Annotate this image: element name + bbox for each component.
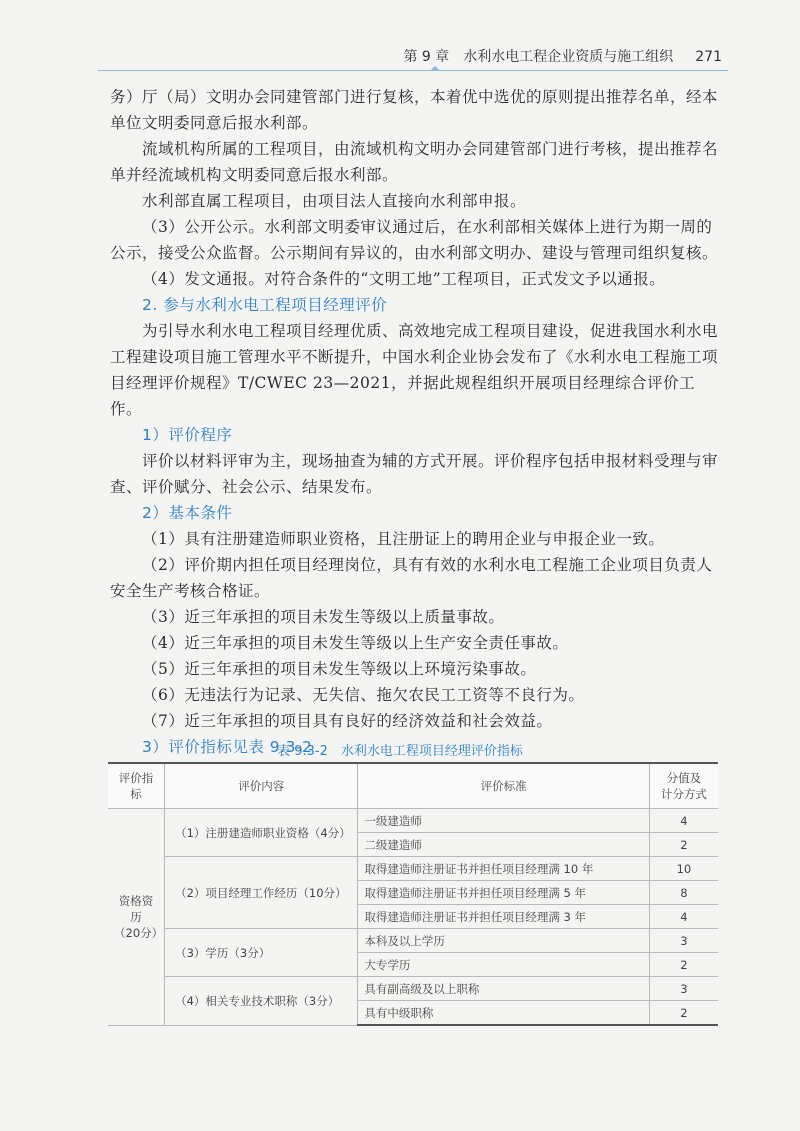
evaluation-table	[108, 762, 718, 1026]
score-cell: 2	[649, 953, 718, 977]
chapter-title: 第 9 章 水利水电工程企业资质与施工组织	[403, 49, 674, 65]
header-standard: 评价标准	[358, 763, 649, 809]
header-rule	[98, 70, 728, 71]
subsection-heading: 2）基本条件	[142, 504, 233, 522]
content-cell: （1）注册建造师职业资格（4分）	[165, 809, 358, 857]
section-heading: 2. 参与水利水电工程项目经理评价	[142, 296, 388, 314]
table-row	[108, 929, 718, 953]
score-cell: 8	[649, 881, 718, 905]
paragraph: 水利部直属工程项目，由项目法人直接向水利部申报。	[142, 192, 527, 210]
paragraph: （3）公开公示。水利部文明委审议通过后，在水利部相关媒体上进行为期一周的公示，接受公众监督。公示期间有异议的，由水利部文明办、建设与管理司组织复核。	[110, 218, 719, 262]
header-tick-mark	[430, 66, 440, 71]
header-content: 评价内容	[165, 763, 358, 809]
header-score: 分值及 计分方式	[649, 763, 718, 809]
score-cell: 4	[649, 905, 718, 929]
score-cell: 2	[649, 1001, 718, 1026]
table-row	[108, 857, 718, 881]
standard-cell: 具有中级职称	[358, 1001, 649, 1026]
content-cell: （3）学历（3分）	[165, 929, 358, 977]
table-header-row	[108, 763, 718, 809]
page-header	[0, 0, 800, 78]
header-indicator: 评价指标	[108, 763, 165, 809]
score-cell: 10	[649, 857, 718, 881]
running-head	[403, 46, 722, 66]
standard-cell: 大专学历	[358, 953, 649, 977]
paragraph: （3）近三年承担的项目未发生等级以上质量事故。	[142, 608, 505, 626]
standard-cell: 二级建造师	[358, 833, 649, 857]
subsection-heading: 1）评价程序	[142, 426, 233, 444]
score-cell: 3	[649, 977, 718, 1001]
standard-cell: 具有副高级及以上职称	[358, 977, 649, 1001]
score-cell: 3	[649, 929, 718, 953]
paragraph: （2）评价期内担任项目经理岗位，具有有效的水利水电工程施工企业项目负责人安全生产考核合格证。	[110, 556, 713, 600]
content-cell: （4）相关专业技术职称（3分）	[165, 977, 358, 1026]
score-cell: 4	[649, 809, 718, 833]
standard-cell: 取得建造师注册证书并担任项目经理满 10 年	[358, 857, 649, 881]
body-text	[110, 84, 720, 760]
standard-cell: 取得建造师注册证书并担任项目经理满 3 年	[358, 905, 649, 929]
content-cell: （2）项目经理工作经历（10分）	[165, 857, 358, 929]
paragraph: （7）近三年承担的项目具有良好的经济效益和社会效益。	[142, 712, 553, 730]
page-number: 271	[695, 49, 722, 65]
score-cell: 2	[649, 833, 718, 857]
paragraph: （1）具有注册建造师职业资格，且注册证上的聘用企业与申报企业一致。	[142, 530, 665, 548]
standard-cell: 一级建造师	[358, 809, 649, 833]
paragraph: （4）近三年承担的项目未发生等级以上生产安全责任事故。	[142, 634, 569, 652]
table-row	[108, 809, 718, 833]
paragraph: 务）厅（局）文明办会同建管部门进行复核，本着优中选优的原则提出推荐名单，经本单位文明委同意后报水利部。	[110, 88, 719, 132]
paragraph: （4）发文通报。对符合条件的“文明工地”工程项目，正式发文予以通报。	[142, 270, 666, 288]
table-caption: 表 9.3-2 水利水电工程项目经理评价指标	[277, 744, 523, 759]
standard-cell: 取得建造师注册证书并担任项目经理满 5 年	[358, 881, 649, 905]
indicator-cell: 资格资历 （20分）	[108, 809, 165, 1026]
table-row	[108, 977, 718, 1001]
subsection-heading: 3）评价指标见表 9.3-2	[142, 738, 313, 756]
paragraph: （5）近三年承担的项目未发生等级以上环境污染事故。	[142, 660, 537, 678]
paragraph: （6）无违法行为记录、无失信、拖欠农民工工资等不良行为。	[142, 686, 585, 704]
paragraph: 流域机构所属的工程项目，由流域机构文明办会同建管部门进行考核，提出推荐名单并经流域机构文明委同意后报水利部。	[110, 140, 719, 184]
standard-cell: 本科及以上学历	[358, 929, 649, 953]
paragraph: 评价以材料评审为主，现场抽查为辅的方式开展。评价程序包括申报材料受理与审查、评价赋分、社会公示、结果发布。	[110, 452, 719, 496]
paragraph: 为引导水利水电工程项目经理优质、高效地完成工程项目建设，促进我国水利水电工程建设项目施工管理水平不断提升，中国水利企业协会发布了《水利水电工程施工项目经理评价规程》T/CWEC 23—2021，并据此规程组织开展项目经理综合评价工作。	[110, 322, 719, 418]
